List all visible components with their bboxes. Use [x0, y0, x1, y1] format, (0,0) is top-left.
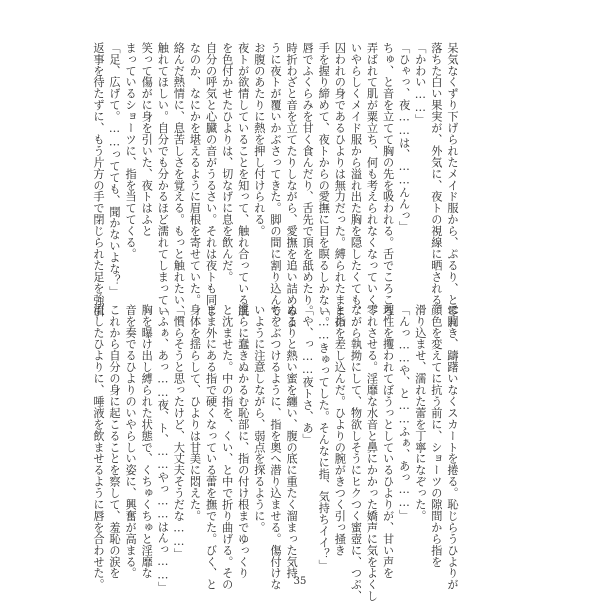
text-column: まま外にある指で硬くなっている蕾を撫でた。びく、と — [204, 304, 218, 591]
text-column: 「足、広げて。……ってても、聞かないよな？」 — [108, 42, 122, 298]
text-column: お腹のあたりに熱を押し付けられる。 — [252, 42, 266, 237]
text-column: これから自分の身に起こることを察して、羞恥の涙を — [108, 304, 122, 579]
text-column: 弄ばれて肌が粟立ち、何も考えられなくなっていく。 — [365, 42, 379, 317]
text-column: ぬるりと熱い蜜を纏い、腹の底に重たく溜まった気持 — [285, 304, 299, 579]
text-column: 時折わざと音を立てたりしながら、愛撫を追い詰めるよ — [285, 42, 299, 329]
text-column: いやらしくメイド服から溢れ出た胸を隠したくても、 — [349, 42, 363, 317]
text-column: 触れてほしい。自分でも分かるほど濡れてしまってい — [156, 42, 170, 317]
text-column: 「かわい……」 — [413, 42, 427, 126]
text-column: 手を握り締めて、夜トからの愛撫に目を瞑るしかない。 — [317, 42, 331, 329]
text-column: 淫らに蠢きぬかるむ恥部に、指の付け根までゆっくり — [236, 304, 250, 579]
text-column: 返事を待たずに、もう片方の手で閉じられた足を強引 — [91, 42, 105, 317]
text-column: 流したひよりに、唾液を飲ませるように唇を合わせた。 — [91, 304, 105, 591]
text-column: いように注意しながら、弱点を探るように。 — [252, 304, 266, 533]
text-column: 呆気なくずり下げられたメイド服から、ぷるり、と零れ — [446, 42, 459, 329]
text-column: うに夜トが覆いかぶさってきた。脚の間に割り込んで、 — [268, 42, 282, 329]
text-column: 「ふぁ、あっ……夜、ト、……やっ……はんっ……」 — [156, 304, 170, 594]
text-column: 夜トが欲情していることを知って、触れ合っている肌 — [236, 42, 250, 317]
text-column: 「んっ……や、と……ふぁ、あっ……」 — [397, 304, 411, 521]
text-column: 滑り込ませ、濡れた蕾を丁寧になぞった。 — [413, 304, 427, 522]
text-column: ながら執拗にして、物欲しそうにヒクつく蜜壺に、つぷ、 — [349, 304, 363, 602]
text-column: 顔色を変えてに抗う前に、ショーツの隙間から指を — [429, 304, 443, 568]
text-column: ちゅ、と音を立てて胸の先を吸われる。舌でころころ — [381, 42, 395, 317]
text-column: 「ひゃっ、夜……は、……んんっ」 — [397, 42, 411, 233]
text-column: 唇でふくらみを甘く食んだり、舌先で頂を舐めたり。 — [301, 42, 315, 317]
text-column: と指を差し込んだ。ひよりの腕がきつく引っ掻き — [333, 304, 347, 556]
text-column: 笑って傷がに身を引いた、夜トはふと — [140, 42, 154, 237]
text-column: 囚われの身であるひよりは無力だった。縛られたままの — [333, 42, 347, 329]
text-column: 胸を曝け出し縛られた状態で、くちゅくちゅと淫靡な — [140, 304, 154, 579]
text-column: に開き、躊躇いなくスカートを捲る。恥じらうひよりが — [446, 304, 459, 591]
page-number: 35 — [293, 576, 307, 587]
upper-text-block — [91, 42, 460, 329]
text-column: なのか、なにかを堪えるように眉根を寄せていた。 — [188, 42, 202, 306]
text-column: を色付かせたひよりは、切なげに息を飲んだ。 — [220, 42, 234, 283]
text-column: 絡んだ熱情に、息苦しさを覚える。もっと触れたい、 — [172, 42, 186, 317]
text-column: 自分の呼気と心臓の音がうるさい。それは夜トも同じ — [204, 42, 218, 317]
text-column: 「……きゅってした。そんなに指、気持ちイイ？」 — [317, 304, 331, 571]
text-column: 「や、っ……夜トさ、あ」 — [301, 304, 315, 445]
text-column: 音を奏でるひよりのいやらしい姿に、興奮が高まる。 — [124, 304, 138, 579]
text-column: ちをぶつけるように、指を奥へ潜り込ませる。傷付けな — [268, 304, 282, 591]
text-column: 身体を揺らして、ひよりは甘美に悶えた。 — [188, 304, 202, 522]
text-column: と沈ませた。中の指を、くい、と中で折り曲げる。その — [220, 304, 234, 591]
text-column: 理性を攫われてぼうっとしているひよりが、甘い声を — [381, 304, 395, 579]
text-column: 落ちた白い果実が、外気に、夜トの視線に晒される。 — [429, 42, 443, 317]
text-column: 零れさせる。淫靡な水音と鼻にかかった嬌声に気をよくし — [365, 304, 379, 602]
text-column: まっているショーツに、指を当ててくる。 — [124, 42, 138, 260]
text-column: 「慣らそうと思ったけど、大丈夫そうだな……」 — [172, 304, 186, 560]
